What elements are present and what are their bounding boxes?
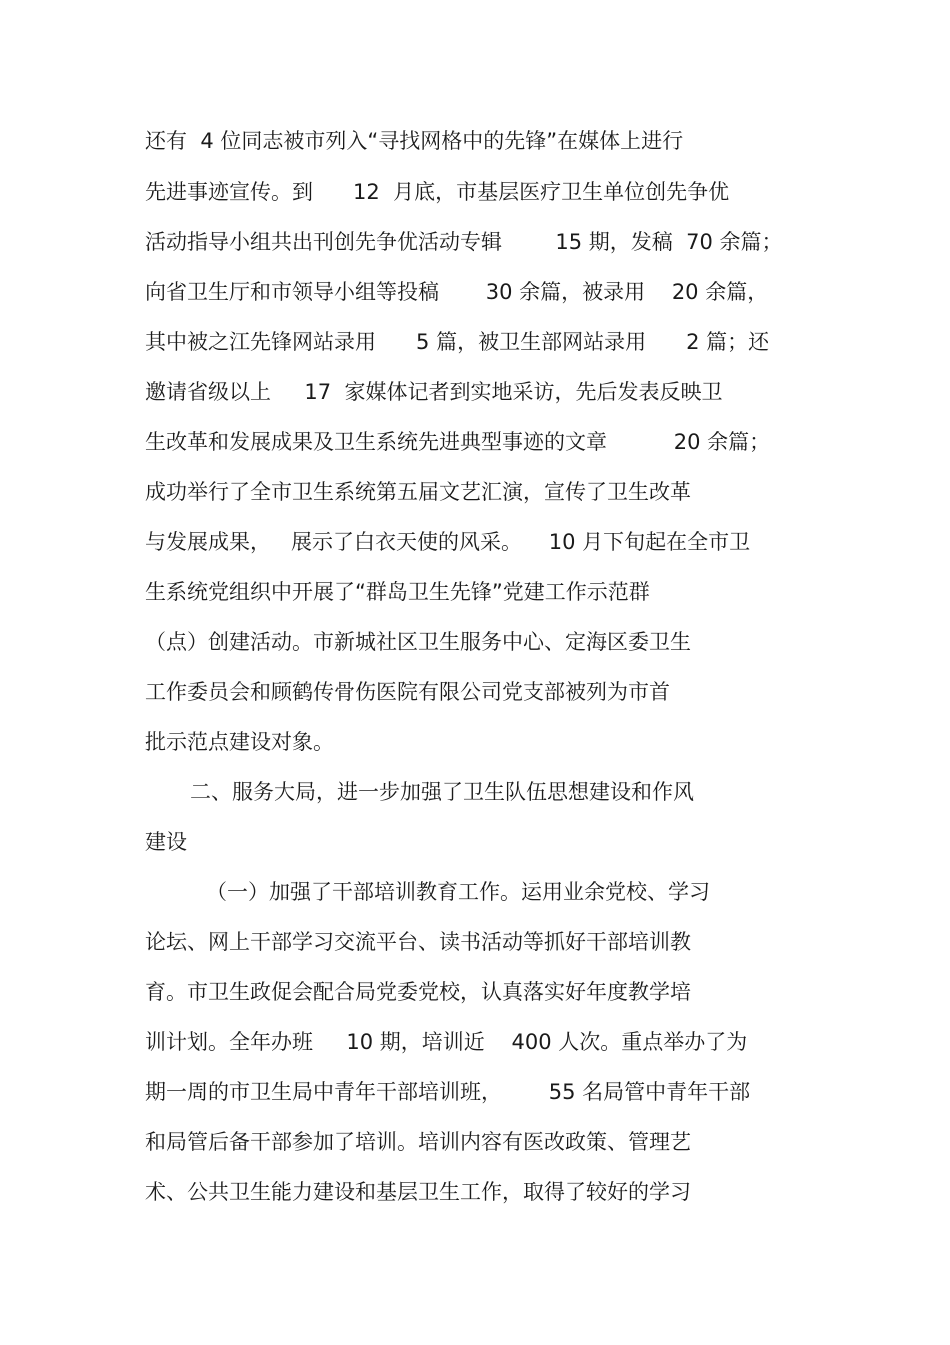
body-text-line: 活动指导小组共出刊创先争优活动专辑 15 期，发稿 70 余篇； <box>145 230 783 254</box>
body-text-line: 生改革和发展成果及卫生系统先进典型事迹的文章 20 余篇； <box>145 430 771 454</box>
section-heading-continuation: 建设 <box>145 830 187 854</box>
body-text-line: 向省卫生厅和市领导小组等投稿 30 余篇，被录用 20 余篇， <box>145 280 769 304</box>
body-text-line: 其中被之江先锋网站录用 5 篇，被卫生部网站录用 2 篇；还 <box>145 330 770 354</box>
body-text-line: （点）创建活动。市新城社区卫生服务中心、定海区委卫生 <box>145 630 691 654</box>
body-text-line: 论坛、网上干部学习交流平台、读书活动等抓好干部培训教 <box>145 930 691 954</box>
section-heading: 二、服务大局，进一步加强了卫生队伍思想建设和作风 <box>190 780 694 804</box>
body-text-line: 批示范点建设对象。 <box>145 730 334 754</box>
body-text-line: 育。市卫生政促会配合局党委党校，认真落实好年度教学培 <box>145 980 691 1004</box>
body-text-line: 邀请省级以上 17 家媒体记者到实地采访，先后发表反映卫 <box>145 380 723 404</box>
body-text-line: 生系统党组织中开展了“群岛卫生先锋”党建工作示范群 <box>145 580 650 604</box>
subsection-heading-line: （一）加强了干部培训教育工作。运用业余党校、学习 <box>206 880 710 904</box>
body-text-line: 先进事迹宣传。到 12 月底，市基层医疗卫生单位创先争优 <box>145 180 730 204</box>
body-text-line: 成功举行了全市卫生系统第五届文艺汇演，宣传了卫生改革 <box>145 480 691 504</box>
body-text-line: 与发展成果， 展示了白衣天使的风采。 10 月下旬起在全市卫 <box>145 530 751 554</box>
body-text-line: 工作委员会和顾鹤传骨伤医院有限公司党支部被列为市首 <box>145 680 670 704</box>
body-text-line: 期一周的市卫生局中青年干部培训班， 55 名局管中青年干部 <box>145 1080 751 1104</box>
body-text-line: 训计划。全年办班 10 期，培训近 400 人次。重点举办了为 <box>145 1030 748 1054</box>
body-text-line: 术、公共卫生能力建设和基层卫生工作，取得了较好的学习 <box>145 1180 691 1204</box>
body-text-line: 和局管后备干部参加了培训。培训内容有医改政策、管理艺 <box>145 1130 691 1154</box>
body-text-line: 还有 4 位同志被市列入“寻找网格中的先锋”在媒体上进行 <box>145 129 684 153</box>
